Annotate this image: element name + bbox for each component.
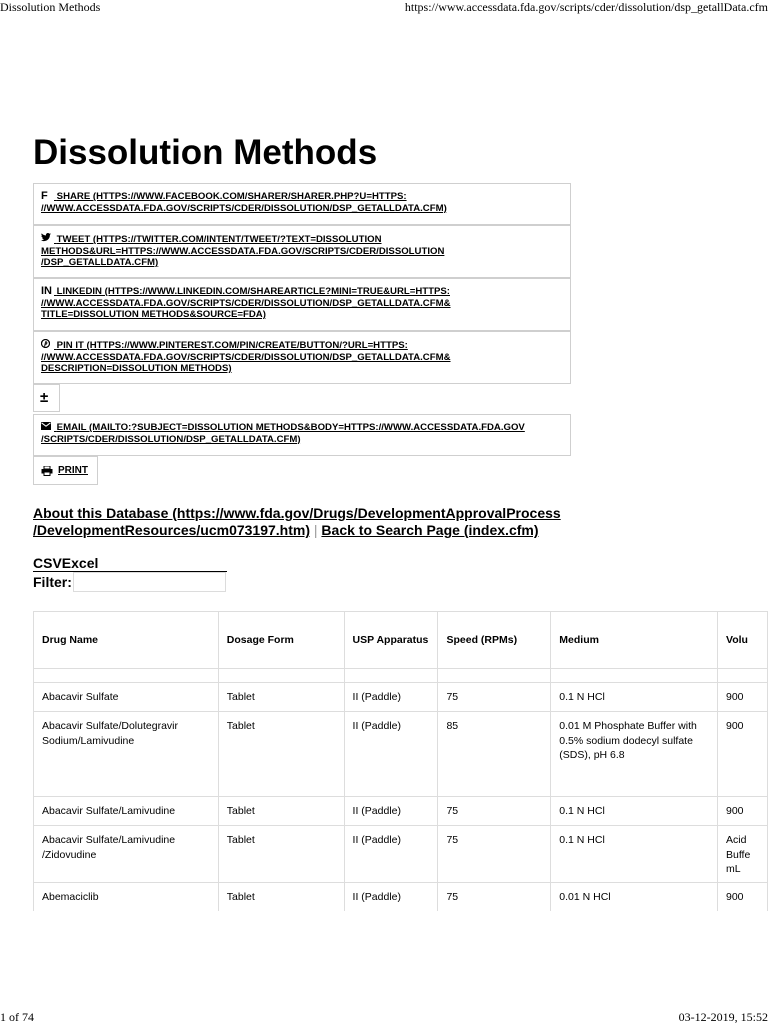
share-twitter-line3: /DSP_GETALLDATA.CFM) — [41, 257, 159, 268]
cell-usp-apparatus: II (Paddle) — [344, 683, 438, 712]
link-separator: | — [313, 522, 318, 538]
cell-speed: 75 — [438, 797, 551, 826]
share-facebook-link[interactable] — [41, 191, 447, 214]
share-pinterest-line1: PIN IT (HTTPS://WWW.PINTEREST.COM/PIN/CREATE/BUTTON/?URL=HTTPS: — [56, 340, 408, 351]
share-facebook-box — [33, 183, 571, 225]
data-table-container — [33, 611, 768, 911]
cell-medium: 0.1 N HCl — [551, 683, 718, 712]
column-header-volume[interactable]: Volu — [717, 612, 767, 669]
table-spacer-row — [34, 669, 768, 683]
cell-volume: 900 — [717, 797, 767, 826]
cell-medium: 0.1 N HCl — [551, 826, 718, 883]
cell-speed: 85 — [438, 712, 551, 797]
share-pinterest-link[interactable] — [41, 340, 451, 374]
share-email-line2: /SCRIPTS/CDER/DISSOLUTION/DSP_GETALLDATA.CFM) — [41, 433, 301, 445]
cell-medium: 0.01 M Phosphate Buffer with 0.5% sodium dodecyl sulfate (SDS), pH 6.8 — [551, 712, 718, 797]
excel-export-button[interactable]: Excel — [61, 555, 99, 571]
cell-volume: 900 — [717, 883, 767, 912]
dissolution-table — [33, 611, 768, 911]
print-header-title: Dissolution Methods — [0, 0, 101, 14]
linkedin-icon: IN — [41, 285, 52, 297]
cell-speed: 75 — [438, 826, 551, 883]
print-button[interactable] — [33, 456, 98, 485]
envelope-icon — [41, 422, 54, 434]
csv-export-button[interactable]: CSV — [33, 555, 62, 571]
share-email-link[interactable] — [41, 422, 525, 445]
column-header-drug-name[interactable]: Drug Name — [34, 612, 219, 669]
print-header — [0, 0, 768, 16]
table-row — [34, 826, 768, 883]
cell-medium: 0.01 N HCl — [551, 883, 718, 912]
share-pinterest-line3: DESCRIPTION=DISSOLUTION METHODS) — [41, 363, 232, 374]
filter-row — [33, 572, 72, 592]
table-header-row — [34, 612, 768, 669]
cell-speed: 75 — [438, 683, 551, 712]
table-row — [34, 883, 768, 912]
cell-drug-name: Abacavir Sulfate — [34, 683, 219, 712]
cell-usp-apparatus: II (Paddle) — [344, 797, 438, 826]
print-label: PRINT — [58, 465, 88, 476]
cell-dosage-form: Tablet — [218, 712, 344, 797]
cell-volume: 900 — [717, 712, 767, 797]
share-twitter-link[interactable] — [41, 234, 444, 268]
share-pinterest-box — [33, 331, 571, 384]
share-linkedin-box — [33, 278, 571, 331]
about-database-line2: /DevelopmentResources/ucm073197.htm) — [33, 522, 310, 538]
back-to-search-link[interactable]: Back to Search Page (index.cfm) — [321, 522, 539, 538]
cell-drug-name: Abemaciclib — [34, 883, 219, 912]
share-facebook-line1: SHARE (HTTPS://WWW.FACEBOOK.COM/SHARER/SHARER.PHP?U=HTTPS: — [56, 191, 407, 202]
share-more-button[interactable] — [33, 384, 60, 412]
column-header-usp-apparatus[interactable]: USP Apparatus — [344, 612, 438, 669]
cell-volume: 900 — [717, 683, 767, 712]
share-linkedin-line3: TITLE=DISSOLUTION METHODS&SOURCE=FDA) — [41, 309, 266, 320]
table-row — [34, 683, 768, 712]
export-buttons — [33, 555, 98, 571]
facebook-icon: F — [41, 190, 48, 202]
share-linkedin-line2: //WWW.ACCESSDATA.FDA.GOV/SCRIPTS/CDER/DISSOLUTION/DSP_GETALLDATA.CFM& — [41, 297, 451, 309]
cell-drug-name: Abacavir Sulfate/Dolutegravir Sodium/Lamivudine — [34, 712, 219, 797]
column-header-medium[interactable]: Medium — [551, 612, 718, 669]
share-twitter-line1: TWEET (HTTPS://TWITTER.COM/INTENT/TWEET/?TEXT=DISSOLUTION — [56, 234, 382, 245]
table-row — [34, 797, 768, 826]
cell-usp-apparatus: II (Paddle) — [344, 883, 438, 912]
filter-label: Filter: — [33, 574, 72, 590]
cell-usp-apparatus: II (Paddle) — [344, 712, 438, 797]
printer-icon — [41, 466, 53, 479]
table-row — [34, 712, 768, 797]
filter-input[interactable] — [73, 572, 226, 592]
column-header-speed[interactable]: Speed (RPMs) — [438, 612, 551, 669]
cell-dosage-form: Tablet — [218, 883, 344, 912]
cell-medium: 0.1 N HCl — [551, 797, 718, 826]
about-links — [33, 505, 573, 539]
plus-minus-icon: ± — [40, 389, 49, 406]
share-facebook-line2: //WWW.ACCESSDATA.FDA.GOV/SCRIPTS/CDER/DISSOLUTION/DSP_GETALLDATA.CFM) — [41, 202, 447, 214]
cell-speed: 75 — [438, 883, 551, 912]
share-linkedin-line1: LINKEDIN (HTTPS://WWW.LINKEDIN.COM/SHAREARTICLE?MINI=TRUE&URL=HTTPS: — [56, 286, 450, 297]
print-header-url: https://www.accessdata.fda.gov/scripts/cder/dissolution/dsp_getallData.cfm — [404, 0, 768, 14]
share-email-line1: EMAIL (MAILTO:?SUBJECT=DISSOLUTION METHODS&BODY=HTTPS://WWW.ACCESSDATA.FDA.GOV — [56, 422, 525, 433]
share-linkedin-link[interactable] — [41, 286, 451, 320]
cell-drug-name: Abacavir Sulfate/Lamivudine /Zidovudine — [34, 826, 219, 883]
about-database-line1: About this Database (https://www.fda.gov/Drugs/DevelopmentApprovalProcess — [33, 505, 561, 521]
cell-drug-name: Abacavir Sulfate/Lamivudine — [34, 797, 219, 826]
cell-dosage-form: Tablet — [218, 797, 344, 826]
share-email-box — [33, 414, 571, 456]
share-pinterest-line2: //WWW.ACCESSDATA.FDA.GOV/SCRIPTS/CDER/DISSOLUTION/DSP_GETALLDATA.CFM& — [41, 351, 451, 363]
share-twitter-box — [33, 225, 571, 278]
cell-volume: Acid Buffe mL — [717, 826, 767, 883]
cell-dosage-form: Tablet — [218, 826, 344, 883]
cell-dosage-form: Tablet — [218, 683, 344, 712]
pinterest-icon — [41, 339, 54, 352]
page-title: Dissolution Methods — [33, 133, 378, 172]
twitter-icon — [41, 233, 54, 246]
share-twitter-line2: METHODS&URL=HTTPS://WWW.ACCESSDATA.FDA.GOV/SCRIPTS/CDER/DISSOLUTION — [41, 245, 445, 257]
print-footer — [0, 1010, 768, 1024]
cell-usp-apparatus: II (Paddle) — [344, 826, 438, 883]
print-timestamp: 03-12-2019, 15:52 — [678, 1010, 768, 1024]
column-header-dosage-form[interactable]: Dosage Form — [218, 612, 344, 669]
page-count: 1 of 74 — [0, 1010, 34, 1024]
